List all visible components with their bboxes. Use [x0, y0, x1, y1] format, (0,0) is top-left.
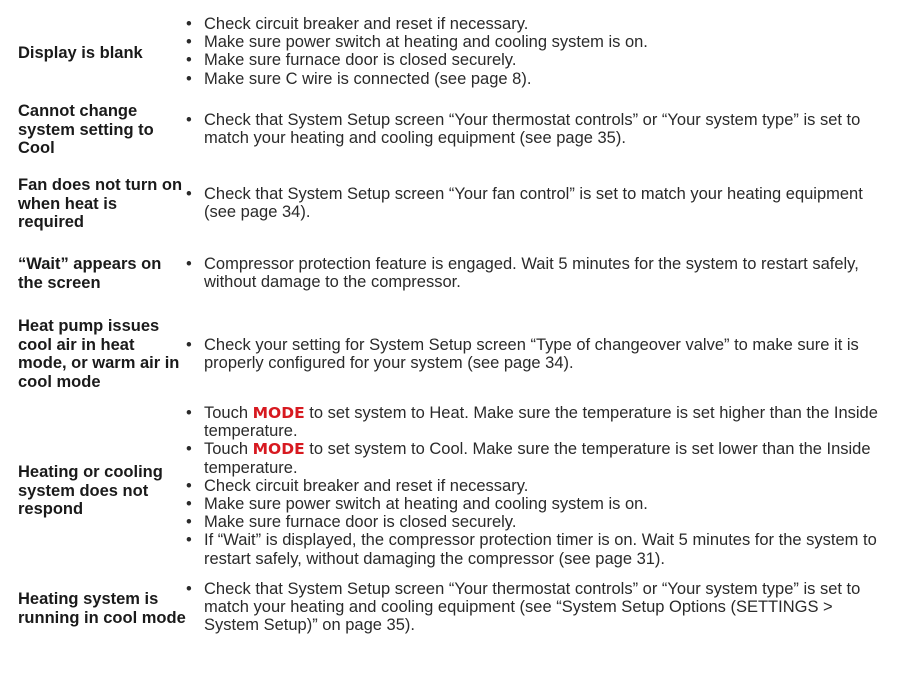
solution-item — [186, 185, 886, 221]
solution-text: to set system to Heat. Make sure the temperature is set higher than the Inside temperature. — [204, 404, 878, 441]
solution-text: Touch — [204, 404, 253, 422]
problem-label: Display is blank — [18, 44, 143, 62]
bullet-icon: • — [186, 580, 192, 598]
solution-item — [186, 580, 886, 635]
solution-item — [186, 495, 886, 513]
solution-list — [186, 580, 886, 635]
bullet-icon: • — [186, 33, 192, 52]
bullet-icon: • — [186, 111, 192, 129]
solution-list — [186, 336, 886, 372]
problem-label: Heating or cooling system does not respond — [18, 463, 163, 518]
solution-item — [186, 404, 886, 440]
solution-item — [186, 531, 886, 567]
bullet-icon: • — [186, 15, 192, 33]
solution-text: Compressor protection feature is engaged. Wait 5 minutes for the system to restart safely, without damage to the compressor. — [204, 255, 859, 292]
solution-text: Make sure C wire is connected (see page 8). — [204, 69, 532, 88]
bullet-icon: • — [186, 531, 192, 550]
bullet-icon: • — [186, 336, 192, 354]
solution-item — [186, 51, 886, 69]
solution-list — [186, 185, 886, 221]
bullet-icon: • — [186, 476, 192, 495]
solution-text: Check that System Setup screen “Your thermostat controls” or “Your system type” is set to match your heating and cooling equipment (see “System Setup Options (SETTINGS > System Setup)” on page 35). — [204, 580, 861, 635]
bullet-icon: • — [186, 51, 192, 70]
bullet-icon: • — [186, 404, 192, 422]
solution-text: Make sure furnace door is closed securely. — [204, 513, 517, 532]
problem-label: “Wait” appears on the screen — [18, 255, 162, 292]
solution-item — [186, 111, 886, 147]
solution-item — [186, 15, 886, 33]
bullet-icon: • — [186, 440, 192, 459]
solution-list — [186, 404, 886, 568]
mode-keyword: MODE — [252, 440, 305, 459]
solution-text: Check circuit breaker and reset if necessary. — [204, 476, 529, 495]
problem-label: Heating system is running in cool mode — [18, 590, 186, 627]
bullet-icon: • — [186, 255, 192, 273]
solution-item — [186, 33, 886, 51]
bullet-icon: • — [186, 495, 192, 514]
solution-item — [186, 513, 886, 531]
solution-list — [186, 15, 886, 88]
solution-text: Touch — [204, 440, 253, 459]
solution-list — [186, 255, 886, 291]
problem-label: Cannot change system setting to Cool — [18, 102, 154, 157]
solution-text: Check that System Setup screen “Your thermostat controls” or “Your system type” is set to match your heating and cooling equipment (see page 35). — [204, 111, 861, 148]
solution-text: Check that System Setup screen “Your fan control” is set to match your heating equipment (see page 34). — [204, 185, 863, 222]
solution-list — [186, 111, 886, 147]
solution-text: If “Wait” is displayed, the compressor protection timer is on. Wait 5 minutes for the system to restart safely, without damaging the compressor (see page 31). — [204, 531, 877, 568]
solution-text: Check your setting for System Setup screen “Type of changeover valve” to make sure it is properly configured for your system (see page 34). — [204, 336, 859, 373]
bullet-icon: • — [186, 513, 192, 532]
solution-text: to set system to Cool. Make sure the temperature is set lower than the Inside temperature. — [204, 440, 871, 477]
solution-text: Make sure furnace door is closed securely. — [204, 51, 517, 70]
bullet-icon: • — [186, 185, 192, 203]
solution-item — [186, 70, 886, 88]
mode-keyword: MODE — [252, 404, 305, 422]
solution-item — [186, 336, 886, 372]
bullet-icon: • — [186, 69, 192, 88]
problem-label: Fan does not turn on when heat is required — [18, 176, 183, 231]
solution-text: Check circuit breaker and reset if necessary. — [204, 15, 529, 33]
solution-text: Make sure power switch at heating and cooling system is on. — [204, 33, 648, 52]
solution-item — [186, 255, 886, 291]
solution-item — [186, 477, 886, 495]
problem-label: Heat pump issues cool air in heat mode, or warm air in cool mode — [18, 317, 180, 391]
solution-text: Make sure power switch at heating and cooling system is on. — [204, 495, 648, 514]
solution-item — [186, 440, 886, 476]
